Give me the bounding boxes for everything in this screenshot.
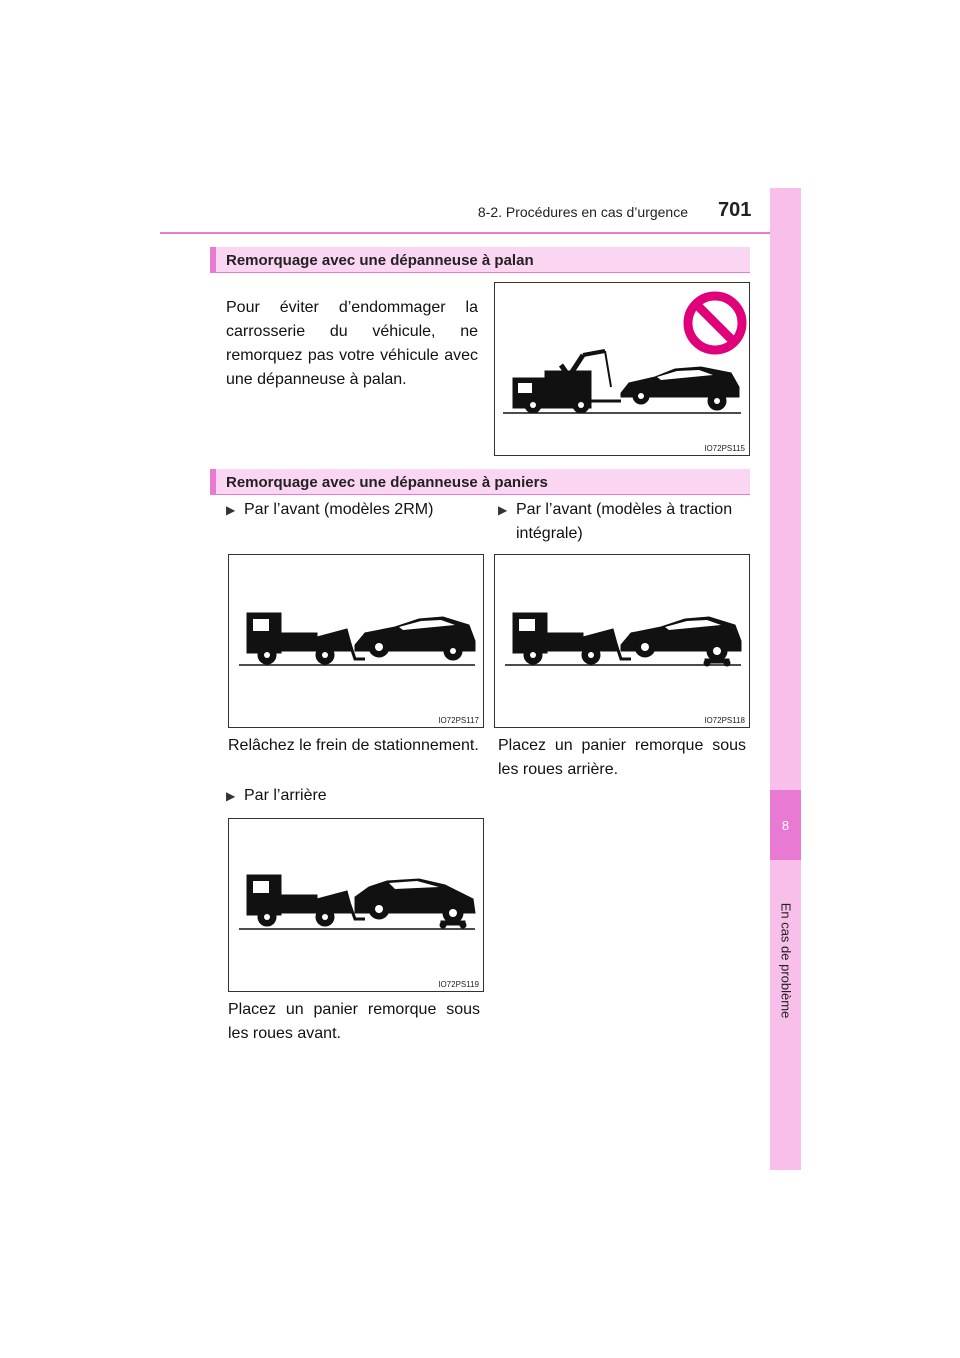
tow-truck-illustration — [503, 351, 741, 413]
caption-front-2wd: Relâchez le frein de stationnement. — [228, 737, 479, 754]
figure-code: IO72PS117 — [438, 716, 479, 725]
bullet-arrow-icon: ▶ — [498, 503, 508, 517]
figure-code: IO72PS115 — [704, 444, 745, 453]
tow-truck-illustration — [239, 613, 475, 665]
bullet-rear: ▶ Par l’arrière — [226, 784, 484, 808]
running-header-section: 8-2. Procédures en cas d’urgence — [477, 204, 688, 220]
section-title-hoist: Remorquage avec une dépanneuse à palan — [226, 252, 534, 269]
bullet-front-4wd: ▶ Par l’avant (modèles à traction intégrale) — [498, 498, 750, 546]
figure-code: IO72PS119 — [438, 980, 479, 989]
tow-truck-illustration — [239, 875, 475, 929]
bullet-arrow-icon: ▶ — [226, 503, 236, 517]
chapter-title-tab — [770, 860, 801, 1060]
figure-hoist-tow — [494, 282, 750, 456]
section-title-dolly: Remorquage avec une dépanneuse à paniers — [226, 474, 548, 491]
caption-front-4wd: Placez un panier remorque sous les roues arrière. — [498, 737, 746, 778]
tow-truck-illustration — [505, 613, 741, 666]
hoist-warning-text: Pour éviter d’endommager la carrosserie du véhicule, ne remorquez pas votre véhicule avec une dépanneuse à palan. — [226, 299, 478, 388]
figure-code: IO72PS118 — [704, 716, 745, 725]
figure-rear — [228, 818, 484, 992]
chapter-number-tab — [770, 790, 801, 860]
prohibited-icon — [688, 296, 742, 350]
section-title-bar-hoist — [210, 247, 750, 273]
header-rule — [160, 232, 800, 234]
caption-rear: Placez un panier remorque sous les roues avant. — [228, 1001, 480, 1042]
bullet-front-2wd: ▶ Par l’avant (modèles 2RM) — [226, 498, 484, 522]
chapter-number: 8 — [781, 817, 790, 833]
figure-front-2wd — [228, 554, 484, 728]
chapter-title: En cas de problème — [778, 902, 793, 1018]
section-title-bar-dolly — [210, 469, 750, 495]
page-number: 701 — [718, 199, 752, 221]
bullet-arrow-icon: ▶ — [226, 789, 236, 803]
figure-front-4wd — [494, 554, 750, 728]
